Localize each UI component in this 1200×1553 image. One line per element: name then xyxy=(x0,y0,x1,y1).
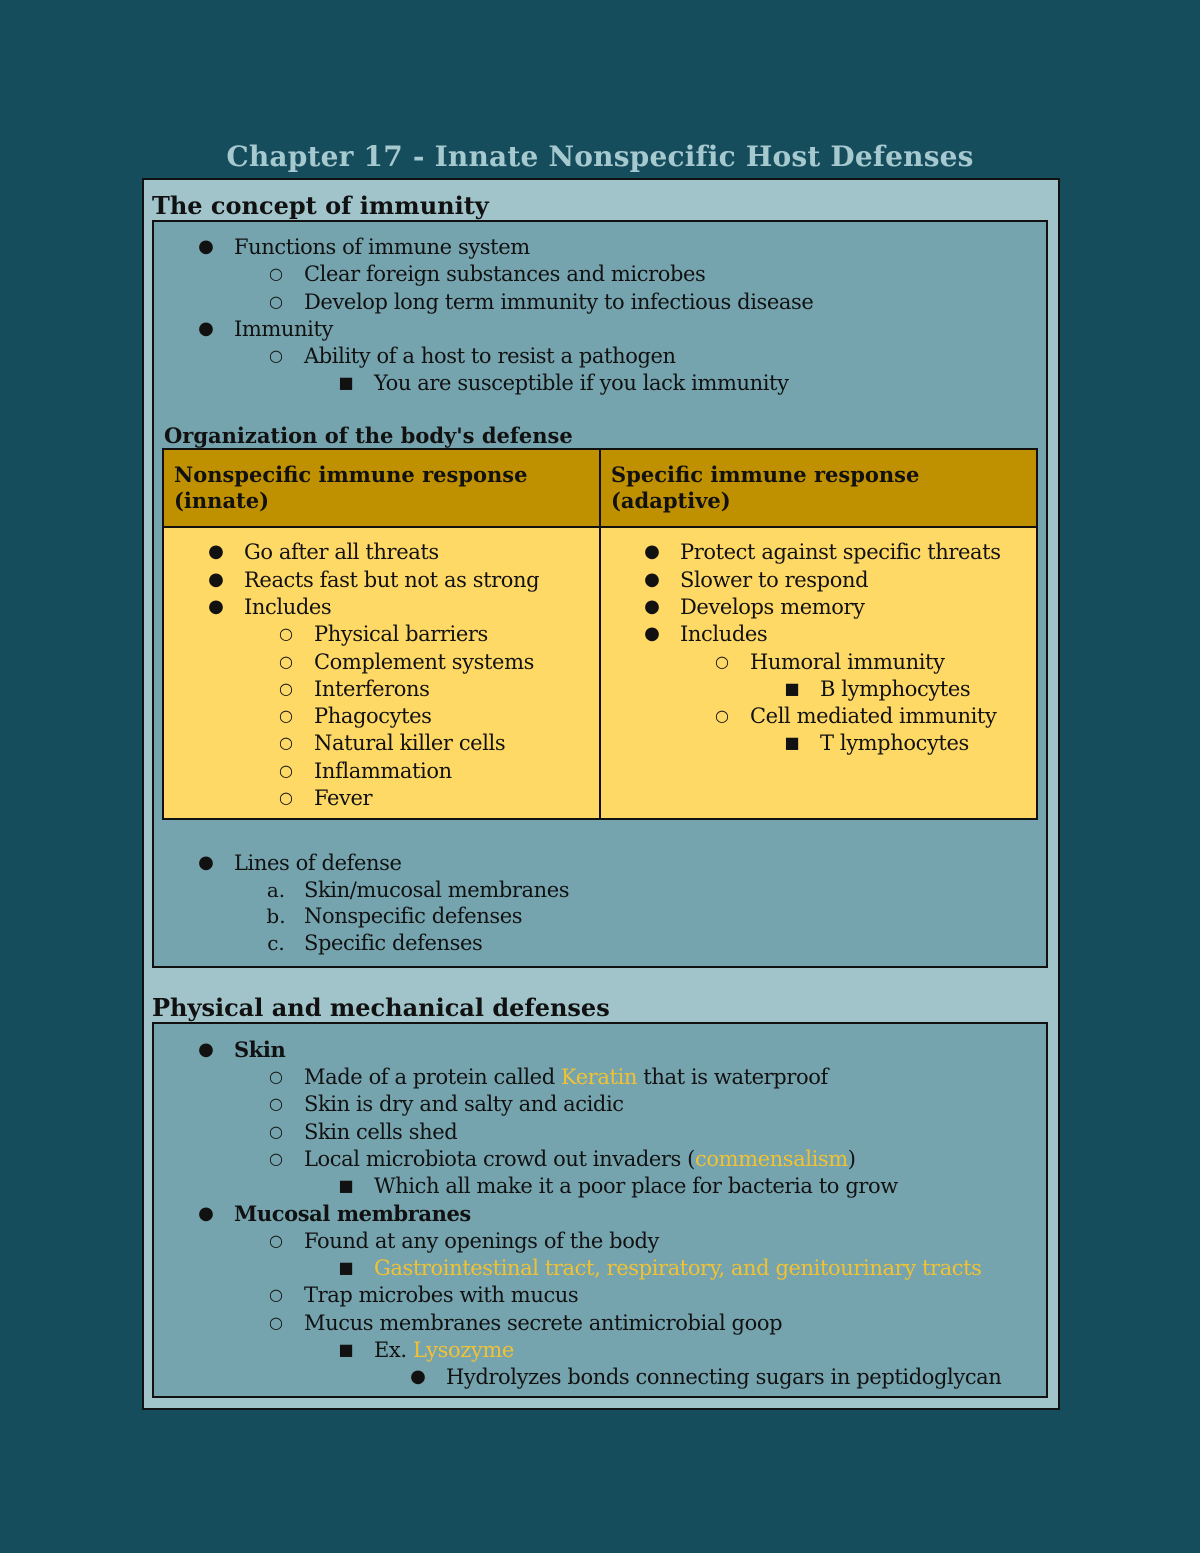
table-header-specific xyxy=(601,450,1036,528)
list-item: Clear foreign substances and microbes xyxy=(304,262,706,286)
list-item: Nonspecific defenses xyxy=(304,904,523,928)
bullet-disc-icon: ● xyxy=(198,318,214,339)
text-run: Ex. xyxy=(374,1338,413,1362)
list-marker: c. xyxy=(267,931,285,955)
list-item: Which all make it a poor place for bacteria to grow xyxy=(374,1174,898,1198)
bullet-disc-icon: ● xyxy=(208,569,224,590)
table-cell-item: Includes xyxy=(680,622,768,646)
header-label: Nonspecific immune response xyxy=(174,462,528,487)
table-cell-item: Physical barriers xyxy=(314,622,488,646)
bullet-circle-icon: ○ xyxy=(279,652,293,671)
bullet-disc-icon: ● xyxy=(644,596,660,617)
bullet-circle-icon: ○ xyxy=(715,652,729,671)
bullet-circle-icon: ○ xyxy=(269,1094,283,1113)
table-cell-item: Slower to respond xyxy=(680,568,869,592)
list-item xyxy=(304,1146,856,1172)
highlight-keratin: Keratin xyxy=(561,1065,638,1089)
bullet-square-icon: ■ xyxy=(784,733,800,752)
document-panel xyxy=(142,178,1060,1410)
bullet-disc-icon: ● xyxy=(198,852,214,873)
table-cell-item: Fever xyxy=(314,786,373,810)
page-title: Chapter 17 - Innate Nonspecific Host Defenses xyxy=(226,140,974,173)
list-item xyxy=(304,1064,828,1090)
bullet-circle-icon: ○ xyxy=(279,706,293,725)
highlight-commensalism: commensalism xyxy=(694,1147,848,1171)
bullet-circle-icon: ○ xyxy=(269,1122,283,1141)
table-cell-item: Humoral immunity xyxy=(750,650,945,674)
bullet-disc-icon: ● xyxy=(644,569,660,590)
bullet-square-icon: ■ xyxy=(784,679,800,698)
list-marker: b. xyxy=(266,904,286,928)
highlight-lysozyme: Lysozyme xyxy=(412,1338,514,1362)
bullet-circle-icon: ○ xyxy=(279,624,293,643)
list-item: Skin is dry and salty and acidic xyxy=(304,1092,624,1116)
list-item: Specific defenses xyxy=(304,931,483,955)
bullet-circle-icon: ○ xyxy=(269,1067,283,1086)
list-item-skin: Skin xyxy=(234,1037,286,1062)
list-marker: a. xyxy=(266,878,286,902)
list-item: Immunity xyxy=(234,317,333,341)
list-item: Mucus membranes secrete antimicrobial goop xyxy=(304,1311,783,1335)
table-cell-item: Complement systems xyxy=(314,650,534,674)
bullet-disc-icon: ● xyxy=(198,236,214,257)
bullet-disc-icon: ● xyxy=(410,1366,426,1387)
table-cell-item: Includes xyxy=(244,595,332,619)
header-label: (innate) xyxy=(174,488,270,513)
text-run: Local microbiota crowd out invaders ( xyxy=(304,1147,695,1171)
list-item: Lines of defense xyxy=(234,851,402,875)
list-item xyxy=(374,1337,514,1363)
list-item: Hydrolyzes bonds connecting sugars in peptidoglycan xyxy=(446,1365,1002,1389)
table-cell-item: Phagocytes xyxy=(314,704,432,728)
table-cell-item: Natural killer cells xyxy=(314,731,506,755)
bullet-disc-icon: ● xyxy=(198,1203,214,1224)
table-cell-item: Cell mediated immunity xyxy=(750,704,997,728)
text-run: that is waterproof xyxy=(637,1065,828,1089)
bullet-disc-icon: ● xyxy=(198,1039,214,1060)
bullet-circle-icon: ○ xyxy=(269,292,283,311)
header-label: Specific immune response xyxy=(611,462,920,487)
bullet-circle-icon: ○ xyxy=(269,346,283,365)
bullet-circle-icon: ○ xyxy=(269,1231,283,1250)
section-heading-physical: Physical and mechanical defenses xyxy=(152,993,610,1022)
table-cell-item: Protect against specific threats xyxy=(680,540,1001,564)
bullet-circle-icon: ○ xyxy=(269,264,283,283)
list-item: You are susceptible if you lack immunity xyxy=(374,371,789,395)
bullet-circle-icon: ○ xyxy=(715,706,729,725)
highlight-tracts: Gastrointestinal tract, respiratory, and genitourinary tracts xyxy=(374,1256,982,1280)
list-item: Skin/mucosal membranes xyxy=(304,878,570,902)
bullet-square-icon: ■ xyxy=(338,1340,354,1359)
physical-defenses-box xyxy=(152,1022,1048,1398)
header-label: (adaptive) xyxy=(611,488,731,513)
bullet-circle-icon: ○ xyxy=(269,1285,283,1304)
immune-response-table xyxy=(162,448,1038,820)
bullet-circle-icon: ○ xyxy=(279,733,293,752)
bullet-circle-icon: ○ xyxy=(279,761,293,780)
bullet-disc-icon: ● xyxy=(644,541,660,562)
bullet-disc-icon: ● xyxy=(208,596,224,617)
bullet-circle-icon: ○ xyxy=(269,1313,283,1332)
section-heading-immunity: The concept of immunity xyxy=(152,191,489,220)
table-cell-item: T lymphocytes xyxy=(820,731,969,755)
table-cell-item: Interferons xyxy=(314,677,430,701)
column-divider xyxy=(599,450,601,818)
list-item: Develop long term immunity to infectious disease xyxy=(304,290,814,314)
table-cell-item: Go after all threats xyxy=(244,540,439,564)
table-cell-item: Reacts fast but not as strong xyxy=(244,568,540,592)
text-run: ) xyxy=(847,1147,856,1171)
list-item: Found at any openings of the body xyxy=(304,1229,659,1253)
bullet-disc-icon: ● xyxy=(644,623,660,644)
bullet-square-icon: ■ xyxy=(338,373,354,392)
bullet-square-icon: ■ xyxy=(338,1176,354,1195)
list-item-mucosal: Mucosal membranes xyxy=(234,1201,471,1226)
text-run: Made of a protein called xyxy=(304,1065,562,1089)
bullet-circle-icon: ○ xyxy=(279,788,293,807)
bullet-square-icon: ■ xyxy=(338,1258,354,1277)
bullet-disc-icon: ● xyxy=(208,541,224,562)
list-item: Functions of immune system xyxy=(234,235,530,259)
table-cell-item: Develops memory xyxy=(680,595,865,619)
org-heading: Organization of the body's defense xyxy=(164,423,573,448)
bullet-circle-icon: ○ xyxy=(269,1149,283,1168)
table-cell-item: B lymphocytes xyxy=(820,677,971,701)
list-item: Skin cells shed xyxy=(304,1120,458,1144)
table-cell-item: Inflammation xyxy=(314,759,452,783)
table-header-nonspecific xyxy=(164,450,599,528)
immunity-box xyxy=(152,220,1048,968)
bullet-circle-icon: ○ xyxy=(279,679,293,698)
list-item: Ability of a host to resist a pathogen xyxy=(304,344,676,368)
list-item: Trap microbes with mucus xyxy=(304,1283,579,1307)
